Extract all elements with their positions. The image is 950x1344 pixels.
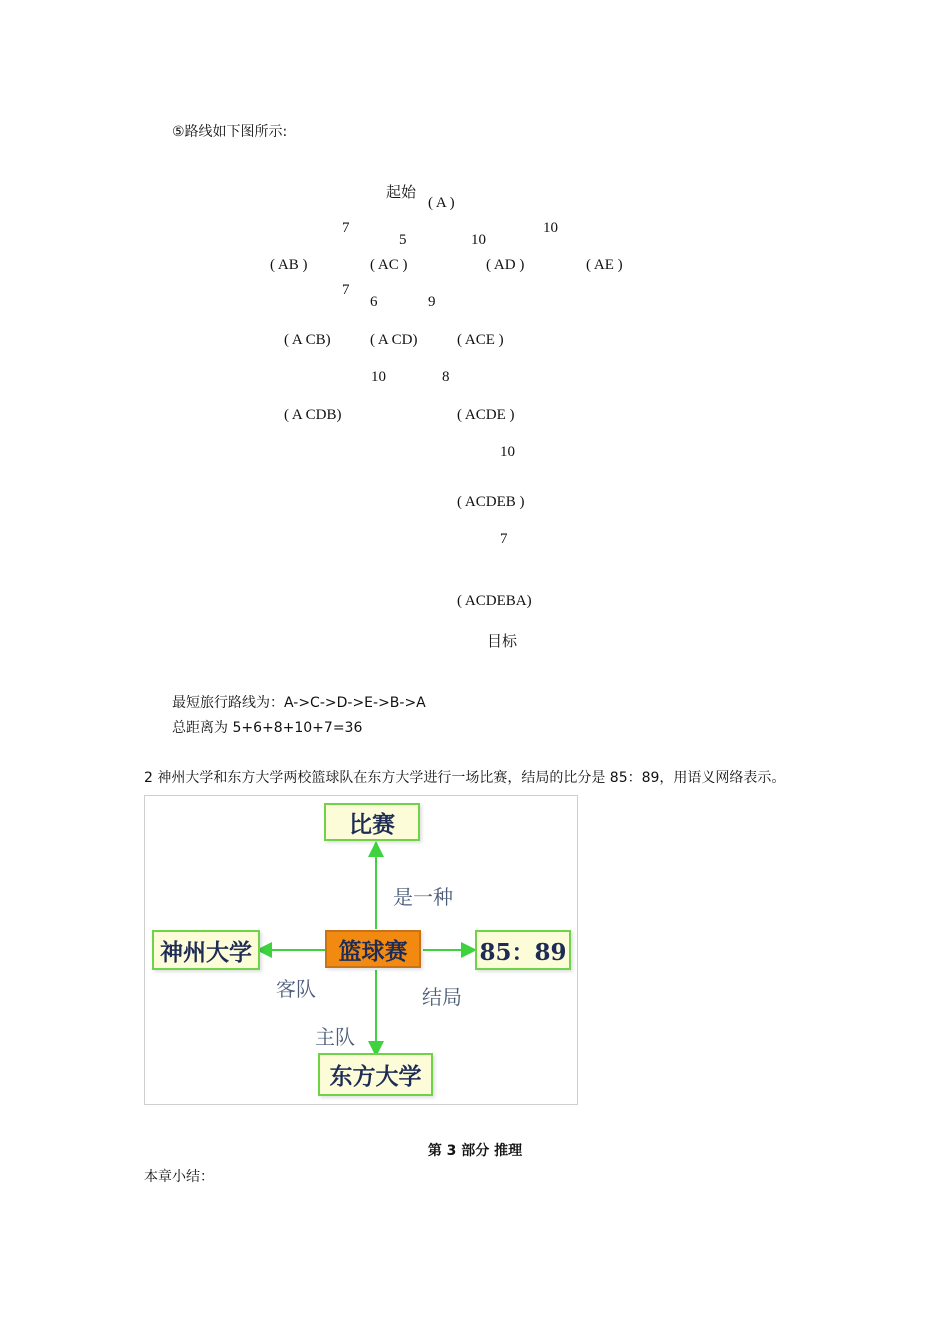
tree-node-ae: ( AE )	[586, 257, 623, 273]
tree-node-ad: ( AD )	[486, 257, 525, 273]
edge-weight-acdeba: 7	[500, 531, 508, 547]
total-distance: 总距离为 5+6+8+10+7=36	[172, 720, 363, 736]
section-heading: 第 3 部分 推理	[427, 1143, 523, 1159]
label-result: 结局	[422, 985, 462, 1009]
node-match: 比赛	[324, 803, 420, 841]
route-intro: ⑤路线如下图所示:	[172, 124, 288, 140]
chapter-summary: 本章小结：	[144, 1169, 214, 1185]
node-shenzhou-university: 神州大学	[152, 930, 260, 970]
tree-node-acdb: ( A CDB)	[284, 407, 342, 423]
node-score: 85：89	[475, 930, 571, 970]
edge-weight-ace: 9	[428, 294, 436, 310]
tree-node-acdeba: ( ACDEBA)	[457, 593, 532, 609]
start-label: 起始	[386, 185, 417, 201]
semantic-network	[144, 795, 578, 1105]
shortest-route: 最短旅行路线为：A->C->D->E->B->A	[172, 695, 426, 711]
tree-node-acb: ( A CB)	[284, 332, 331, 348]
label-host: 主队	[315, 1025, 355, 1049]
question-2: 2 神州大学和东方大学两校篮球队在东方大学进行一场比赛，结局的比分是 85：89，用语义网络表示。	[144, 770, 786, 786]
tree-node-acdeb: ( ACDEB )	[457, 494, 525, 510]
tree-node-ac: ( AC )	[370, 257, 408, 273]
tree-node-acd: ( A CD)	[370, 332, 418, 348]
tree-node-acde: ( ACDE )	[457, 407, 515, 423]
tree-node-a: ( A )	[428, 195, 455, 211]
edge-weight-acd: 6	[370, 294, 378, 310]
node-dongfang-university: 东方大学	[318, 1053, 433, 1096]
node-basketball-game: 篮球赛	[325, 930, 421, 968]
edge-weight-ad: 10	[471, 232, 486, 248]
tree-node-ab: ( AB )	[270, 257, 308, 273]
edge-weight-acdeb: 10	[500, 444, 515, 460]
edge-weight-acde: 8	[442, 369, 450, 385]
edge-weight-acdb: 10	[371, 369, 386, 385]
edge-weight-ac: 5	[399, 232, 407, 248]
edge-weight-ab: 7	[342, 220, 350, 236]
label-guest: 客队	[276, 977, 316, 1001]
goal-label: 目标	[487, 634, 518, 650]
label-isa: 是一种	[393, 885, 453, 909]
edge-weight-acb: 7	[342, 282, 350, 298]
tree-node-ace: ( ACE )	[457, 332, 504, 348]
edge-weight-ae: 10	[543, 220, 558, 236]
